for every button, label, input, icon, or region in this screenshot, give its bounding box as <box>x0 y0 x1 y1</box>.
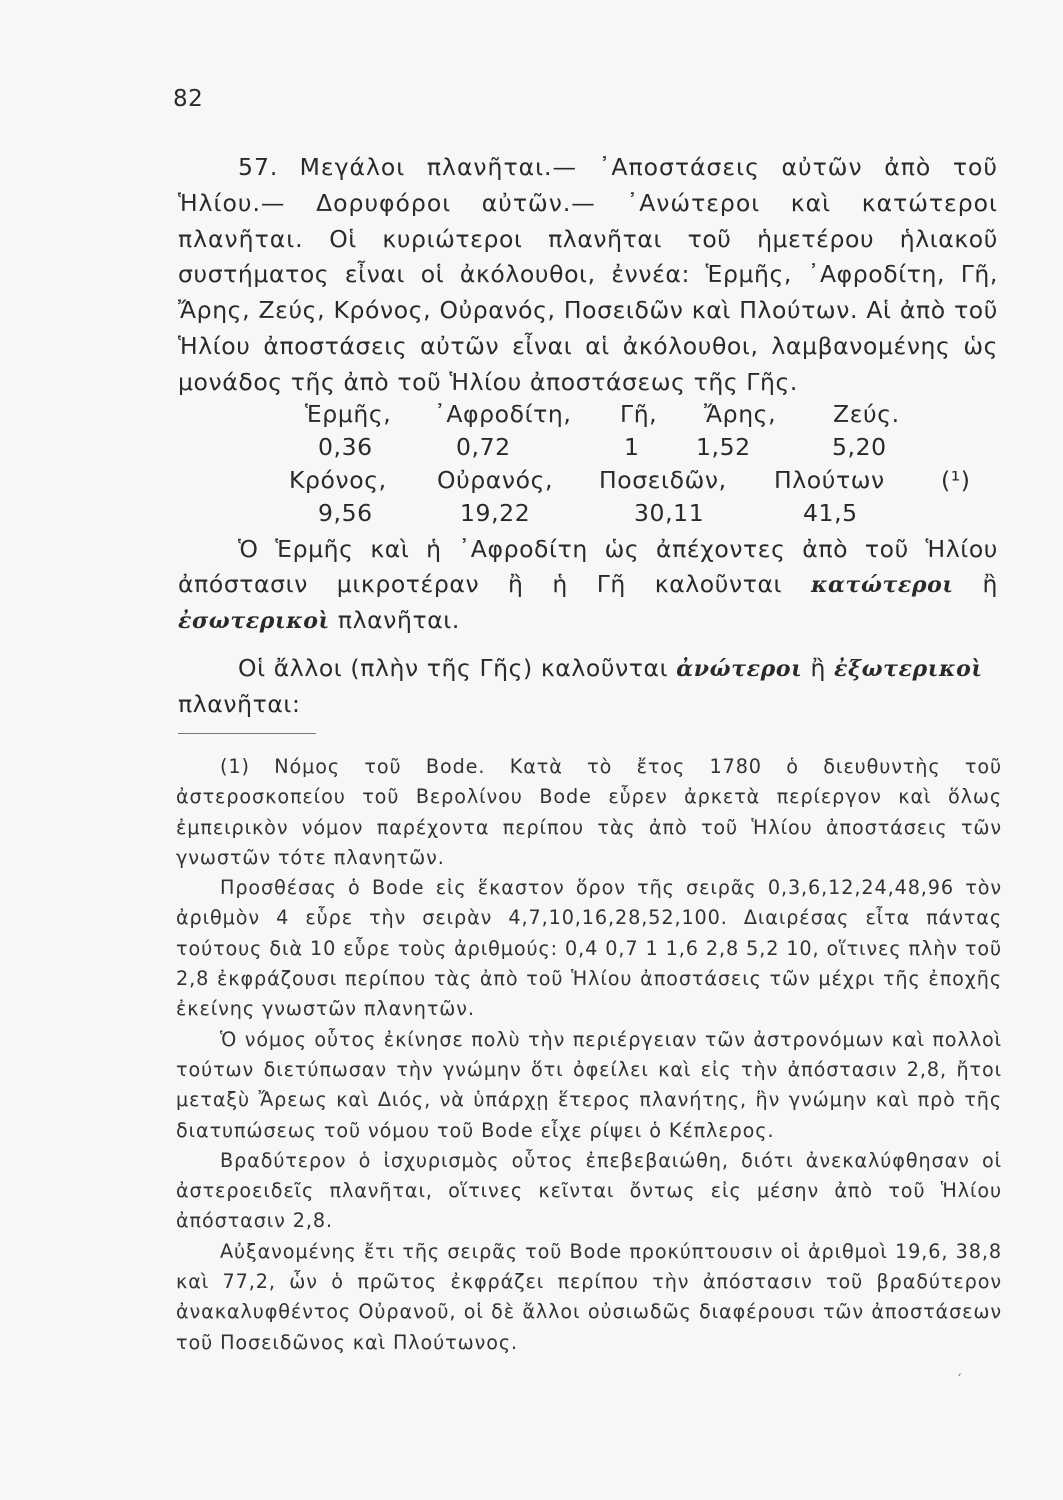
page-number: 82 <box>173 86 204 112</box>
footnotes <box>176 752 1002 1358</box>
section-heading: Μεγάλοι πλανῆται.— ᾿Αποστάσεις αὐτῶν ἀπὸ τοῦ Ἡλίου.— Δορυφόροι αὐτῶν.— ᾿Ανώτεροι καὶ κατώτεροι πλανῆται. <box>178 153 998 253</box>
outer-planets-ending: πλανῆται: <box>178 690 301 718</box>
planet-name: Ἄρης, <box>704 400 777 428</box>
footnote-paragraph: (1) Νόμος τοῦ Bode. Κατὰ τὸ ἔτος 1780 ὁ διευθυντὴς τοῦ ἀστεροσκοπείου τοῦ Βερολίνου Bode εὗρεν ἀρκετὰ περίεργον καὶ ὅλως ἐμπειρικὸν νόμον παρέχοντα περίπου τὰς ἀπὸ τοῦ Ἡλίου ἀποστάσεις τῶν γνωστῶν τότε πλανητῶν. <box>176 755 1002 869</box>
footnote-divider <box>178 733 316 734</box>
planet-name: Γῆ, <box>620 400 658 428</box>
planet-name: Ἑρμῆς, <box>305 400 392 428</box>
section-intro: Οἱ κυριώτεροι πλανῆται τοῦ ἡμετέρου ἡλιακοῦ συστήματος εἶναι οἱ ἀκόλουθοι, ἐννέα: Ἑρμῆς, ᾿Αφροδίτη, Γῆ, Ἄρης, Ζεύς, Κρόνος, Οὐρανός, Ποσειδῶν καὶ Πλούτων. Αἱ ἀπὸ τοῦ Ἡλίου ἀποστάσεις αὐτῶν εἶναι αἱ ἀκόλουθοι, λαμβανομένης ὡς μονάδος τῆς ἀπὸ τοῦ Ἡλίου ἀποστάσεως τῆς Γῆς. <box>178 224 998 396</box>
planet-name: Ποσειδῶν, <box>599 466 727 494</box>
distance-value: 41,5 <box>803 499 858 527</box>
section-heading-number: 57. <box>238 153 279 181</box>
footnote-reference: (¹) <box>941 466 971 494</box>
distance-value: 19,22 <box>460 499 531 527</box>
distance-value: 30,11 <box>634 499 705 527</box>
table-row <box>178 466 998 499</box>
inner-planets-text: Ὁ Ἑρμῆς καὶ ἡ ᾿Αφροδίτη ὡς ἀπέχοντες ἀπὸ τοῦ Ἡλίου ἀπόστασιν μικροτέραν ἢ ἡ Γῆ καλοῦνται <box>178 535 998 598</box>
planet-classification <box>178 532 998 722</box>
footnote-paragraph: Βραδύτερον ὁ ἰσχυρισμὸς οὗτος ἐπεβεβαιώθη, διότι ἀνεκαλύφθησαν οἱ ἀστεροειδεῖς πλανῆται, οἵτινες κεῖνται ὄντως εἰς μέσην ἀπὸ τοῦ Ἡλίου ἀπόστασιν 2,8. <box>176 1148 1002 1233</box>
inner-planets-paragraph <box>178 532 998 639</box>
table-row <box>178 400 998 433</box>
term-connector: ἢ <box>982 570 998 598</box>
outer-planets-text: Οἱ ἄλλοι (πλὴν τῆς Γῆς) καλοῦνται <box>238 654 669 682</box>
planet-name: Πλούτων <box>774 466 885 494</box>
footnote-paragraph: Αὐξανομένης ἔτι τῆς σειρᾶς τοῦ Bode προκύπτουσιν οἱ ἀριθμοὶ 19,6, 38,8 καὶ 77,2, ὧν ὁ πρῶτος ἐκφράζει περίπου τὴν ἀπόστασιν τοῦ βραδύτερον ἀνακαλυφθέντος Οὐρανοῦ, οἱ δὲ ἄλλοι οὐσιωδῶς διαφέρουσι τῶν ἀποστάσεων τοῦ Ποσειδῶνος καὶ Πλούτωνος. <box>176 1239 1002 1354</box>
stray-ink-mark: ˏ <box>956 1362 962 1376</box>
footnote-paragraph: Προσθέσας ὁ Bode εἰς ἕκαστον ὅρον τῆς σειρᾶς 0,3,6,12,24,48,96 τὸν ἀριθμὸν 4 εὗρε τὴν σειρὰν 4,7,10,16,28,52,100. Διαιρέσας εἶτα πάντας τούτους διὰ 10 εὗρε τοὺς ἀριθμούς: 0,4 0,7 1 1,6 2,8 5,2 10, οἵτινες πλὴν τοῦ 2,8 ἐκφράζουσι περίπου τὰς ἀπὸ τοῦ Ἡλίου ἀποστάσεις τῶν μέχρι τῆς ἐποχῆς ἐκείνης γνωστῶν πλανητῶν. <box>176 876 1002 1021</box>
table-row <box>178 433 998 466</box>
section-paragraph <box>178 150 998 401</box>
distance-value: 5,20 <box>832 433 887 461</box>
distance-value: 9,56 <box>318 499 373 527</box>
footnote-paragraph: Ὁ νόμος οὗτος ἐκίνησε πολὺ τὴν περιέργειαν τῶν ἀστρονόμων καὶ πολλοὶ τούτων διετύπωσαν τὴν γνώμην ὅτι ὀφείλει καὶ εἰς τὴν ἀπόστασιν 2,8, ἤτοι μεταξὺ Ἄρεως καὶ Διός, νὰ ὑπάρχῃ ἕτερος πλανήτης, ἣν γνώμην καὶ πρὸ τῆς διατυπώσεως τοῦ νόμου τοῦ Bode εἶχε ρίψει ὁ Κέπλερος. <box>176 1027 1002 1142</box>
planet-name: ᾿Αφροδίτη, <box>434 400 572 428</box>
term-superior: ἀνώτεροι <box>676 656 803 682</box>
distance-value: 0,72 <box>456 433 511 461</box>
planet-name: Κρόνος, <box>289 466 387 494</box>
term-inferior: κατώτεροι <box>810 572 954 598</box>
distance-value: 1,52 <box>696 433 751 461</box>
planet-name: Οὐρανός, <box>437 466 554 494</box>
inner-planets-ending: πλανῆται. <box>337 606 460 634</box>
term-connector: ἢ <box>810 654 826 682</box>
distance-value: 1 <box>624 433 640 461</box>
planet-distance-table <box>178 400 998 532</box>
planet-name: Ζεύς. <box>833 400 900 428</box>
table-row <box>178 499 998 532</box>
section-body <box>178 150 998 401</box>
outer-planets-paragraph <box>178 651 998 722</box>
term-interior: ἐσωτερικοὶ <box>178 608 330 634</box>
term-exterior: ἐξωτερικοὶ <box>834 656 983 682</box>
distance-value: 0,36 <box>318 433 373 461</box>
